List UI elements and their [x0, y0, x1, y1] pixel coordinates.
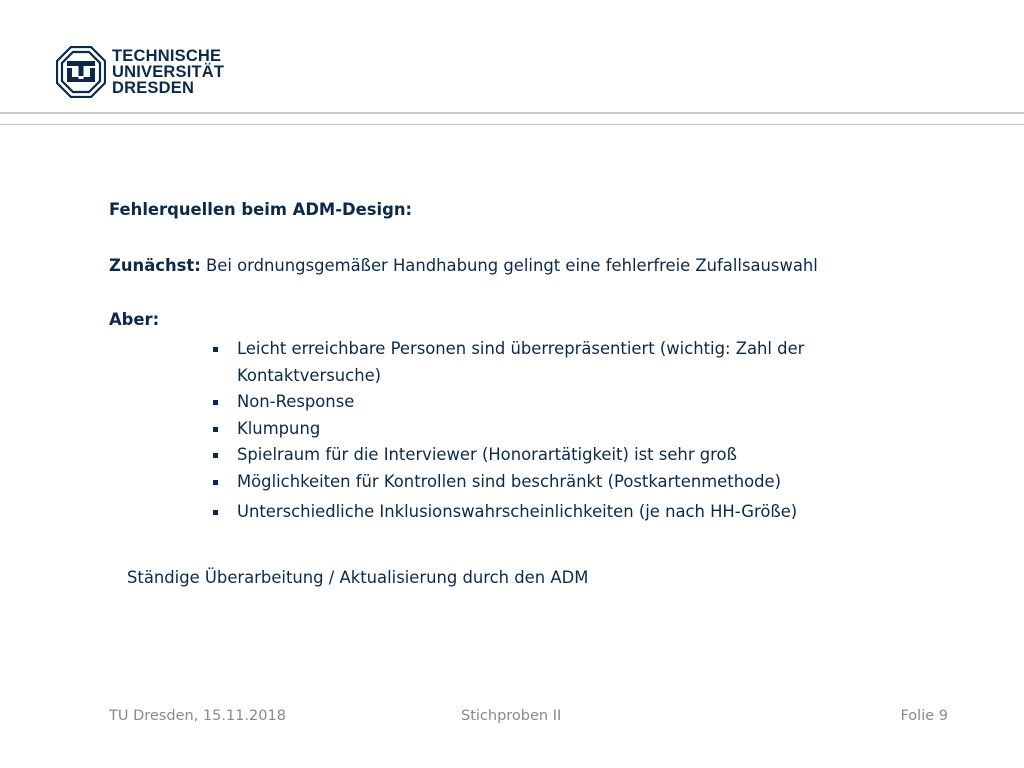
list-item-text: Unterschiedliche Inklusionswahrscheinlichkeiten (je nach HH-Größe)	[237, 502, 798, 521]
tu-dresden-logo-icon	[56, 46, 106, 98]
bullet-square-icon	[213, 347, 218, 352]
bullet-square-icon	[213, 427, 218, 432]
footer-title: Stichproben II	[461, 708, 562, 724]
logo-wordmark	[112, 48, 224, 96]
logo-line-1: TECHNISCHE	[112, 47, 222, 65]
header-divider-top	[0, 112, 1024, 114]
header-divider-bottom	[0, 124, 1024, 125]
intro-line	[109, 256, 818, 275]
bullet-square-icon	[213, 510, 218, 515]
list-item-text: Möglichkeiten für Kontrollen sind beschränkt (Postkartenmethode)	[237, 471, 781, 491]
list-item	[211, 336, 851, 389]
bullet-square-icon	[213, 453, 218, 458]
list-item-text: Spielraum für die Interviewer (Honorartätigkeit) ist sehr groß	[237, 445, 737, 464]
list-item-text: Non-Response	[237, 392, 355, 411]
logo-line-2: UNIVERSITÄT	[112, 63, 225, 81]
footer-date: TU Dresden, 15.11.2018	[109, 708, 286, 724]
error-source-list	[211, 336, 851, 526]
list-item	[211, 416, 851, 443]
bullet-square-icon	[213, 480, 218, 485]
footer-slide-number: Folie 9	[900, 708, 948, 724]
list-item	[211, 469, 851, 496]
logo-line-3: DRESDEN	[112, 79, 195, 97]
list-item-text: Klumpung	[237, 418, 321, 438]
list-item	[211, 389, 851, 416]
list-item-text: Leicht erreichbare Personen sind überrepräsentiert (wichtig: Zahl der Kontaktversuche)	[237, 339, 805, 385]
slide-heading: Fehlerquellen beim ADM-Design:	[109, 200, 413, 219]
list-item	[211, 499, 851, 526]
intro-label: Zunächst:	[109, 256, 201, 275]
aber-label: Aber:	[109, 310, 160, 329]
slide-header	[0, 0, 1024, 128]
university-logo	[56, 46, 226, 100]
closing-statement: Ständige Überarbeitung / Aktualisierung durch den ADM	[127, 568, 589, 587]
bullet-square-icon	[213, 400, 218, 405]
list-item	[211, 442, 851, 469]
intro-text: Bei ordnungsgemäßer Handhabung gelingt eine fehlerfreie Zufallsauswahl	[200, 256, 818, 275]
